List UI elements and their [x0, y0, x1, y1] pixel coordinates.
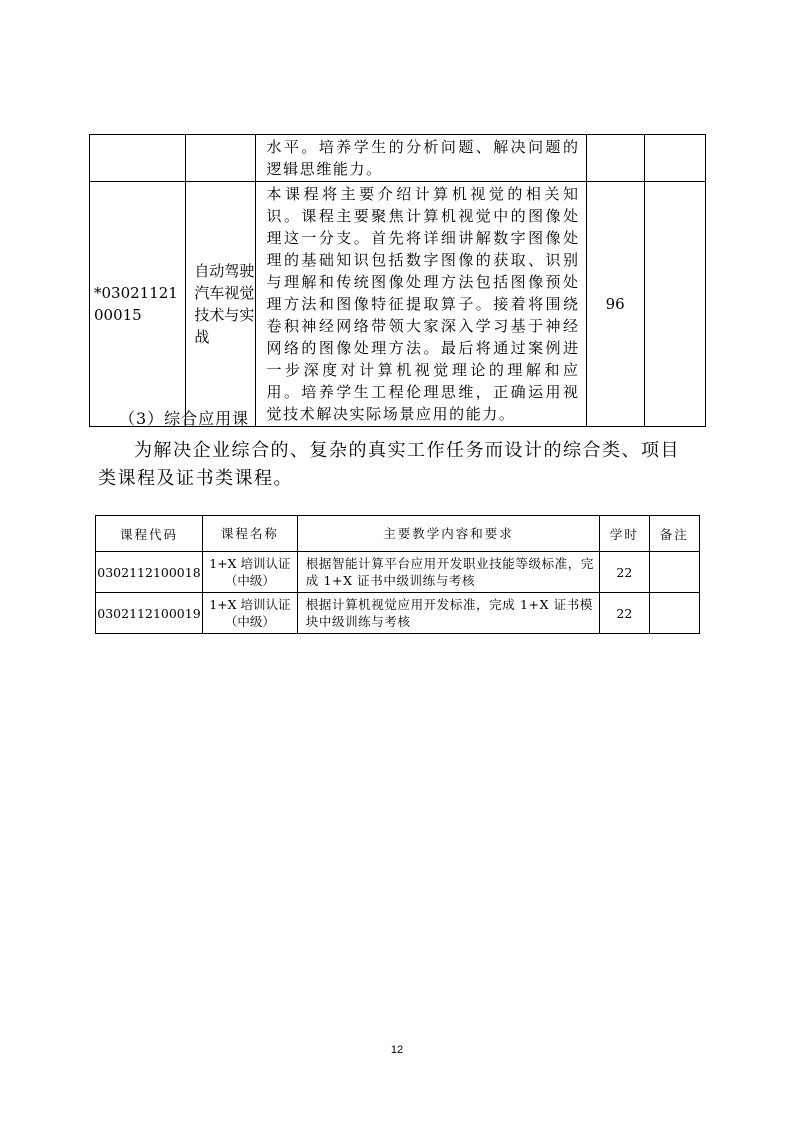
section-heading: （3）综合应用课 — [119, 409, 250, 428]
course-hours-cell — [586, 135, 644, 182]
course-note-cell — [649, 593, 699, 634]
course-name-cell: 1+X 培训认证（中级） — [202, 593, 297, 634]
table-row — [96, 552, 700, 593]
table-header-row — [96, 516, 700, 552]
course-note-cell — [649, 552, 699, 593]
course-name-cell: 1+X 培训认证（中级） — [202, 552, 297, 593]
header-course-content: 主要教学内容和要求 — [297, 516, 599, 552]
course-table-continued — [89, 134, 706, 427]
course-code-cell — [90, 135, 186, 182]
course-content-cell: 本课程将主要介绍计算机视觉的相关知识。课程主要聚焦计算机视觉中的图像处理这一分支。首先将详细讲解数字图像处理的基础知识包括数字图像的获取、识别与理解和传统图像处理方法包括图像预处理方法和图像特征提取算子。接着将围绕卷积神经网络带领大家深入学习基于神经网络的图像处理方法。最后将通过案例进一步深度对计算机视觉理论的理解和应用。培养学生工程伦理思维，正确运用视觉技术解决实际场景应用的能力。 — [255, 182, 586, 427]
course-content-cell: 根据智能计算平台应用开发职业技能等级标准，完成 1+X 证书中级训练与考核 — [297, 552, 599, 593]
table-row — [90, 135, 706, 182]
course-note-cell — [644, 135, 705, 182]
course-note-cell — [644, 182, 705, 427]
course-code-cell: 0302112100019 — [96, 593, 203, 634]
header-note: 备注 — [649, 516, 699, 552]
course-code-cell: *0302112100015 — [90, 182, 186, 427]
page-number: 12 — [390, 1044, 404, 1056]
table-row — [90, 182, 706, 427]
header-hours: 学时 — [600, 516, 649, 552]
section-paragraph: 为解决企业综合的、复杂的真实工作任务而设计的综合类、项目类课程及证书类课程。 — [98, 440, 680, 489]
course-name-cell: 自动驾驶汽车视觉技术与实战 — [186, 182, 255, 427]
course-content-cell: 根据计算机视觉应用开发标准，完成 1+X 证书模块中级训练与考核 — [297, 593, 599, 634]
course-name-cell — [186, 135, 255, 182]
course-code-cell: 0302112100018 — [96, 552, 203, 593]
header-course-code: 课程代码 — [96, 516, 203, 552]
course-content-cell: 水平。培养学生的分析问题、解决问题的逻辑思维能力。 — [255, 135, 586, 182]
course-hours-cell: 96 — [586, 182, 644, 427]
course-hours-cell: 22 — [600, 552, 649, 593]
comprehensive-course-table — [95, 515, 700, 634]
table-row — [96, 593, 700, 634]
course-hours-cell: 22 — [600, 593, 649, 634]
header-course-name: 课程名称 — [202, 516, 297, 552]
